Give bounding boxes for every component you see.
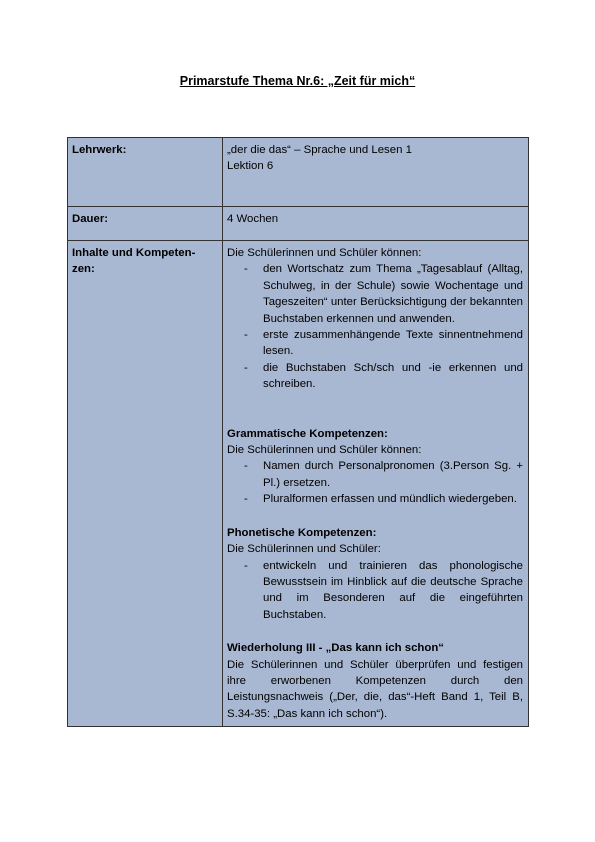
dash-marker: - — [244, 559, 248, 572]
lehrwerk-label: Lehrwerk: — [68, 138, 223, 207]
curriculum-table — [67, 137, 529, 727]
table-row-inhalte — [68, 241, 529, 727]
page-title: Primarstufe Thema Nr.6: „Zeit für mich“ — [179, 74, 416, 88]
inhalte-label-line2: zen: — [72, 263, 95, 276]
inhalte-label — [68, 241, 223, 727]
list-item: - erste zusammenhängende Texte sinnentnehmend lesen. — [244, 329, 523, 358]
wiederholung-text: Die Schülerinnen und Schüler überprüfen und festigen ihre erworbenen Kompetenzen durch den Leistungsnachweis („Der, die, das“-Heft Band 1, Teil B, S.34-35: „Das kann ich schon“). — [227, 658, 523, 720]
wiederholung-heading: Wiederholung III - „Das kann ich schon“ — [227, 642, 444, 655]
grammatik-heading: Grammatische Kompetenzen: — [227, 427, 388, 440]
inhalte-value — [223, 241, 529, 727]
lehrwerk-lesson: Lektion 6 — [227, 160, 274, 173]
table-row-lehrwerk — [68, 138, 529, 207]
phonetik-list — [227, 558, 523, 624]
list-item: - den Wortschatz zum Thema „Tagesablauf (Alltag, Schulweg, in der Schule) sowie Wochentage und Tageszeiten“ unter Berücksichtigung der bekannten Buchstaben erkennen und anwenden. — [244, 263, 523, 325]
lehrwerk-value — [223, 138, 529, 207]
list-item: - entwickeln und trainieren das phonologische Bewusstsein im Hinblick auf die deutsche Sprache und im Besonderen auf die eingeführten Buchstaben. — [244, 559, 523, 621]
dash-marker: - — [244, 460, 248, 473]
grammatik-intro: Die Schülerinnen und Schüler können: — [227, 444, 422, 457]
dash-marker: - — [244, 329, 248, 342]
dauer-value: 4 Wochen — [223, 207, 529, 241]
table-row-dauer — [68, 207, 529, 241]
phonetik-intro: Die Schülerinnen und Schüler: — [227, 543, 381, 556]
list-item: - Namen durch Personalpronomen (3.Person Sg. + Pl.) ersetzen. — [244, 460, 523, 489]
grammatik-list — [227, 458, 523, 507]
dash-marker: - — [244, 361, 248, 374]
lehrwerk-title: „der die das“ – Sprache und Lesen 1 — [227, 144, 412, 156]
dash-marker: - — [244, 263, 248, 276]
phonetik-heading: Phonetische Kompetenzen: — [227, 526, 377, 539]
dash-marker: - — [244, 493, 248, 506]
list-item: - Pluralformen erfassen und mündlich wiedergeben. — [227, 491, 523, 507]
dauer-label: Dauer: — [68, 207, 223, 241]
inhalte-label-line1: Inhalte und Kompeten- — [72, 247, 196, 259]
inhalte-intro: Die Schülerinnen und Schüler können: — [227, 247, 422, 259]
inhalte-list — [227, 261, 523, 392]
list-item: - die Buchstaben Sch/sch und -ie erkennen und schreiben. — [244, 361, 523, 391]
